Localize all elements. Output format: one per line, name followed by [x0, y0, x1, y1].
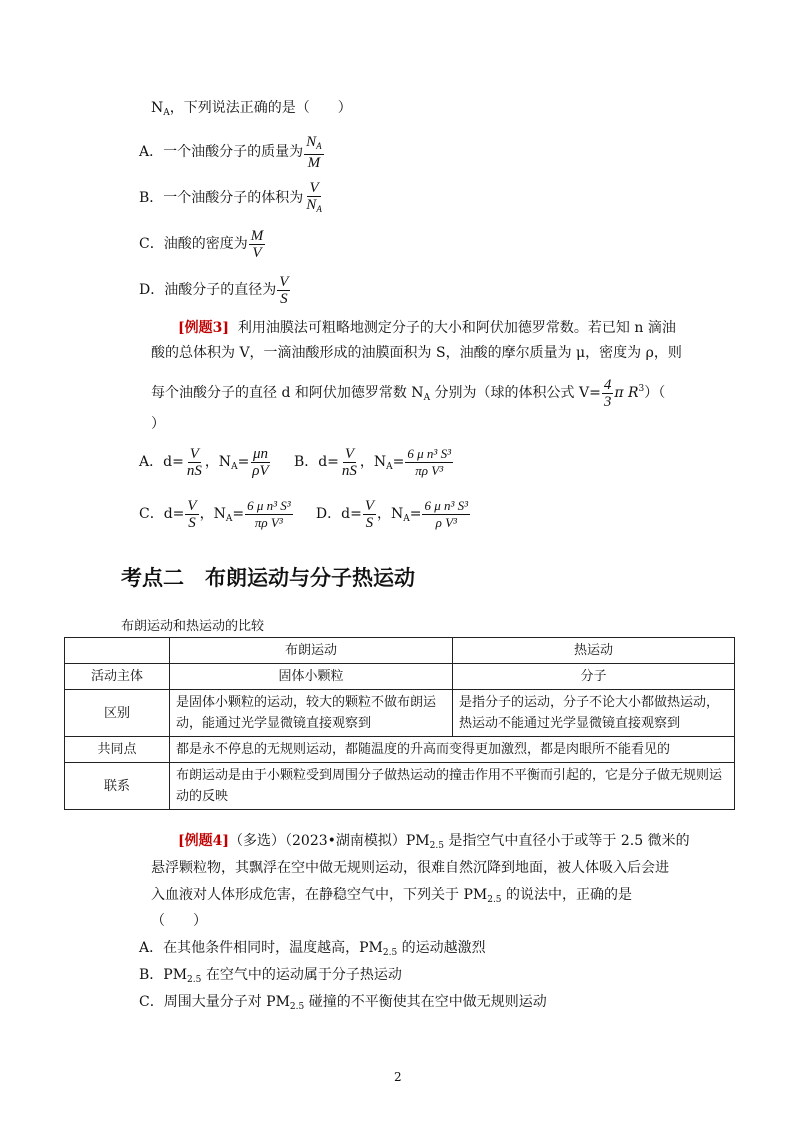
table-row: [65, 763, 735, 810]
prev-option-d: D．油酸分子的直径为 $\frac{V}{S}$: [139, 273, 289, 307]
table-header-cell: [65, 638, 170, 664]
example-tag: [例题4]: [178, 833, 229, 849]
page-number: 2: [394, 1070, 402, 1084]
fraction: $\frac{4}{3}$: [603, 376, 612, 410]
prev-option-a: A．一个油酸分子的质量为 $\frac{N_A}{M}$: [139, 133, 322, 171]
ex3-line2: 酸的总体积为 V，一滴油酸形成的油膜面积为 S，油酸的摩尔质量为 μ，密度为 ρ，则: [151, 345, 682, 361]
table-cell: 区别: [65, 690, 170, 737]
table-cell: 联系: [65, 763, 170, 810]
table-cell: 是固体小颗粒的运动，较大的颗粒不做布朗运动，能通过光学显微镜直接观察到: [170, 690, 453, 737]
section-title: 考点二 布朗运动与分子热运动: [121, 566, 415, 590]
comparison-table: [64, 637, 735, 810]
table-cell: 共同点: [65, 737, 170, 763]
fraction: $\frac{M}{V}$: [250, 227, 264, 261]
table-cell: 布朗运动是由于小颗粒受到周围分子做热运动的撞击作用不平衡而引起的，它是分子做无规则运动的反映: [170, 763, 735, 810]
ex4-line3: 入血液对人体形成危害，在静稳空气中，下列关于 $PM_{2.5}$ 的说法中，正确的是: [151, 887, 632, 905]
table-cell: 固体小颗粒: [170, 664, 453, 690]
table-row: [65, 737, 735, 763]
table-cell: 是指分子的运动，分子不论大小都做热运动，热运动不能通过光学显微镜直接观察到: [453, 690, 735, 737]
ex4-line4: （ ）: [151, 913, 207, 929]
ex4-line2: 悬浮颗粒物，其飘浮在空中做无规则运动，很难自然沉降到地面，被人体吸入后会进: [151, 860, 669, 876]
ex3-line3: 每个油酸分子的直径 d 和阿伏加德罗常数 $N_A$ 分别为（球的体积公式 V= $\frac{4}{3}$ π $R^3$）（: [151, 376, 666, 410]
ex4-option-a: A．在其他条件相同时，温度越高，$PM_{2.5}$ 的运动越激烈: [139, 940, 486, 958]
table-header-cell: 布朗运动: [170, 638, 453, 664]
fraction: $\frac{N_A}{M}$: [306, 133, 322, 171]
ex3-option-ab: A．d= $\frac{V}{nS}$ ，$N_A=$ $\frac{\mu n}{\rho V}$ B．d= $\frac{V}{nS}$ ，$N_A=$ $\frac{\text{6 μ n³ S³}}{\text{πρ V³}}$: [139, 445, 451, 479]
ex4-option-b: B．$PM_{2.5}$ 在空气中的运动属于分子热运动: [139, 967, 402, 985]
table-header-cell: 热运动: [453, 638, 735, 664]
ex4-option-c: C．周围大量分子对 $PM_{2.5}$ 碰撞的不平衡使其在空中做无规则运动: [139, 994, 547, 1012]
ex3-line4: ）: [151, 416, 165, 432]
ex3-option-cd: C．d= $\frac{V}{S}$ ，$N_A=$ $\frac{\text{6 μ n³ S³}}{\text{πρ V³}}$ D．d= $\frac{V}{S}$ ，$N_A=$ $\frac{\text{6 μ n³ S³}}{\text{ρ V³}}$: [139, 497, 469, 531]
table-row: [65, 690, 735, 737]
table-cell: 都是永不停息的无规则运动，都随温度的升高而变得更加激烈，都是肉眼所不能看见的: [170, 737, 735, 763]
fraction: $\frac{V}{N_A}$: [306, 179, 322, 214]
ex3-line1: [例题3] 利用油膜法可粗略地测定分子的大小和阿伏加德罗常数。若已知 n 滴油: [178, 320, 676, 336]
table-cell: 活动主体: [65, 664, 170, 690]
fraction: $\frac{V}{S}$: [279, 273, 289, 307]
table-cell: 分子: [453, 664, 735, 690]
table-caption: 布朗运动和热运动的比较: [121, 619, 265, 634]
intro-tail-line: $N_A$，下列说法正确的是（ ）: [151, 100, 352, 118]
table-header-row: [65, 638, 735, 664]
prev-option-b: B．一个油酸分子的体积为 $\frac{V}{N_A}$: [139, 176, 325, 220]
example-tag: [例题3]: [178, 320, 229, 336]
table-row: [65, 664, 735, 690]
prev-option-c: C．油酸的密度为 $\frac{M}{V}$: [139, 227, 264, 261]
ex4-line1: [例题4]（多选）（2023•湖南模拟）$PM_{2.5}$ 是指空气中直径小于或等于 2.5 微米的: [178, 833, 690, 851]
